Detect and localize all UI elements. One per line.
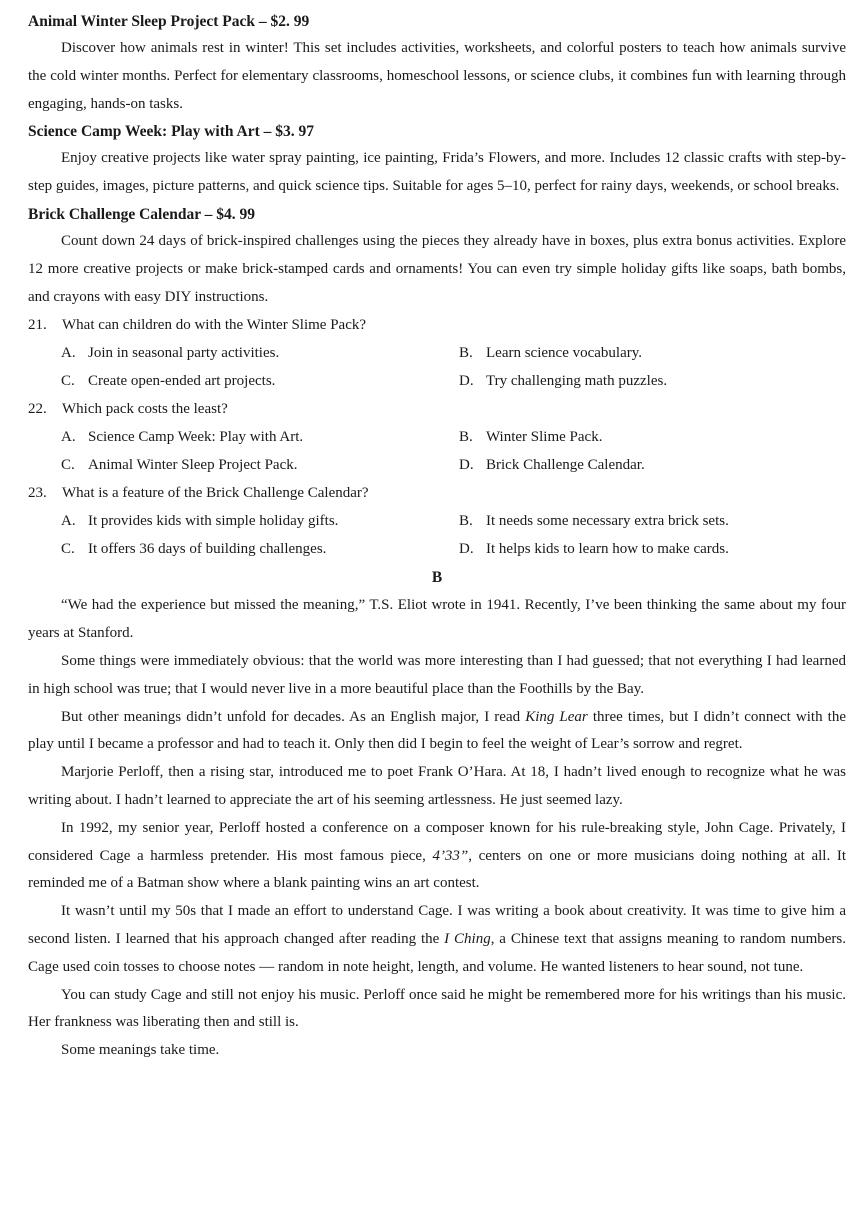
- option-23-c: [61, 535, 459, 563]
- options-23: [28, 507, 846, 563]
- option-22-a: [61, 423, 459, 451]
- question-21: [28, 311, 846, 339]
- product-title-2: Science Camp Week: Play with Art – $3. 97: [28, 123, 315, 141]
- option-letter: B.: [459, 345, 473, 362]
- option-22-d: [459, 451, 859, 479]
- option-text: Winter Slime Pack.: [486, 429, 603, 446]
- option-23-b: [459, 507, 859, 535]
- option-21-a: [61, 339, 459, 367]
- option-text: Science Camp Week: Play with Art.: [88, 429, 304, 446]
- option-letter: C.: [61, 373, 75, 390]
- option-text: Learn science vocabulary.: [486, 345, 643, 362]
- option-letter: C.: [61, 457, 75, 474]
- text-segment: , a Chinese text that assigns meaning to random numbers. Cage used coin tosses to choose notes — random in note height, length, and volume. He wanted listeners to hear sound, not tune.: [28, 930, 847, 975]
- option-text: Try challenging math puzzles.: [486, 373, 668, 390]
- option-23-d: [459, 535, 859, 563]
- passage-paragraph-5: [28, 815, 846, 898]
- work-title: King Lear: [525, 708, 588, 725]
- option-letter: D.: [459, 373, 474, 390]
- text-segment: three times, but I didn’t connect with the play until I became a professor and had to teach it. Only then did I begin to feel the weight of Lear’s sorrow and regret.: [28, 708, 846, 753]
- passage-paragraph-1: “We had the experience but missed the meaning,” T.S. Eliot wrote in 1941. Recently, I’ve been thinking the same about my four years at Stanford.: [28, 597, 846, 642]
- option-text: Join in seasonal party activities.: [88, 345, 280, 362]
- option-text: It helps kids to learn how to make cards.: [486, 541, 729, 558]
- product-title-1: Animal Winter Sleep Project Pack – $2. 99: [28, 13, 310, 30]
- option-letter: A.: [61, 345, 76, 362]
- passage-paragraph-4: Marjorie Perloff, then a rising star, introduced me to poet Frank O’Hara. At 18, I hadn’t lived enough to recognize what he was writing about. I hadn’t learned to appreciate the art of his seeming artlessness. He just seemed lazy.: [28, 764, 846, 808]
- options-22: [28, 423, 846, 479]
- question-text: What can children do with the Winter Slime Pack?: [62, 317, 367, 334]
- option-21-c: [61, 367, 459, 395]
- option-letter: B.: [459, 429, 473, 446]
- option-text: Animal Winter Sleep Project Pack.: [88, 457, 298, 474]
- option-letter: D.: [459, 457, 474, 474]
- question-number: 21.: [28, 317, 47, 334]
- passage-paragraph-3: [28, 704, 846, 760]
- question-text: Which pack costs the least?: [62, 401, 228, 418]
- text-segment: , centers on one or more musicians doing nothing at all. It reminded me of a Batman show where a blank painting wins an art contest.: [28, 847, 846, 892]
- option-22-c: [61, 451, 459, 479]
- product-desc-3: Count down 24 days of brick-inspired challenges using the pieces they already have in boxes, plus extra bonus activities. Explore 12 more creative projects or make brick-stamped cards and ornaments! You can even try simple holiday gifts like soaps, bath bombs, and crayons with easy DIY instructions.: [28, 232, 846, 305]
- question-22: [28, 395, 846, 423]
- option-text: Brick Challenge Calendar.: [486, 457, 645, 474]
- passage-paragraph-7: You can study Cage and still not enjoy his music. Perloff once said he might be remembered more for his writings than his music. Her frankness was liberating then and still is.: [28, 986, 846, 1031]
- option-letter: D.: [459, 541, 474, 558]
- option-21-b: [459, 339, 859, 367]
- work-title: I Ching: [444, 930, 491, 947]
- option-22-b: [459, 423, 859, 451]
- passage-paragraph-2: Some things were immediately obvious: that the world was more interesting than I had guessed; that not everything I had learned in high school was true; that I would never live in a more beautiful place than the Foothills by the Bay.: [28, 652, 846, 697]
- options-21: [28, 339, 846, 395]
- passage-paragraph-8: Some meanings take time.: [61, 1042, 220, 1059]
- option-letter: B.: [459, 513, 473, 530]
- option-letter: C.: [61, 541, 75, 558]
- option-text: It offers 36 days of building challenges.: [88, 541, 327, 558]
- option-text: It provides kids with simple holiday gifts.: [88, 513, 339, 530]
- passage-paragraph-6: [28, 898, 846, 981]
- section-label: B: [431, 569, 443, 587]
- question-text: What is a feature of the Brick Challenge Calendar?: [62, 485, 369, 502]
- option-text: It needs some necessary extra brick sets.: [486, 513, 729, 530]
- option-text: Create open-ended art projects.: [88, 373, 276, 390]
- question-number: 22.: [28, 401, 47, 418]
- product-desc-1: Discover how animals rest in winter! This set includes activities, worksheets, and colorful posters to teach how animals survive the cold winter months. Perfect for elementary classrooms, homeschool lessons, or science clubs, it combines fun with learning through engaging, hands-on tasks.: [28, 40, 846, 112]
- text-segment: But other meanings didn’t unfold for decades. As an English major, I read: [61, 708, 526, 725]
- product-desc-2: Enjoy creative projects like water spray painting, ice painting, Frida’s Flowers, and more. Includes 12 classic crafts with step-by-step guides, images, picture patterns, and quick science tips. Suitable for ages 5–10, perfect for rainy days, weekends, or school breaks.: [28, 150, 846, 195]
- option-letter: A.: [61, 429, 76, 446]
- option-21-d: [459, 367, 859, 395]
- question-number: 23.: [28, 485, 47, 502]
- option-letter: A.: [61, 513, 76, 530]
- text-segment: It wasn’t until my 50s that I made an effort to understand Cage. I was writing a book about creativity. It was time to give him a second listen. I learned that his approach changed after reading the: [28, 903, 846, 947]
- document-page: [28, 8, 846, 1065]
- question-23: [28, 479, 846, 507]
- text-segment: In 1992, my senior year, Perloff hosted a conference on a composer known for his rule-breaking style, John Cage. Privately, I considered Cage a harmless pretender. His most famous piece,: [28, 819, 846, 864]
- product-title-3: Brick Challenge Calendar – $4. 99: [28, 205, 256, 223]
- work-title: 4’33”: [432, 847, 469, 864]
- option-23-a: [61, 507, 459, 535]
